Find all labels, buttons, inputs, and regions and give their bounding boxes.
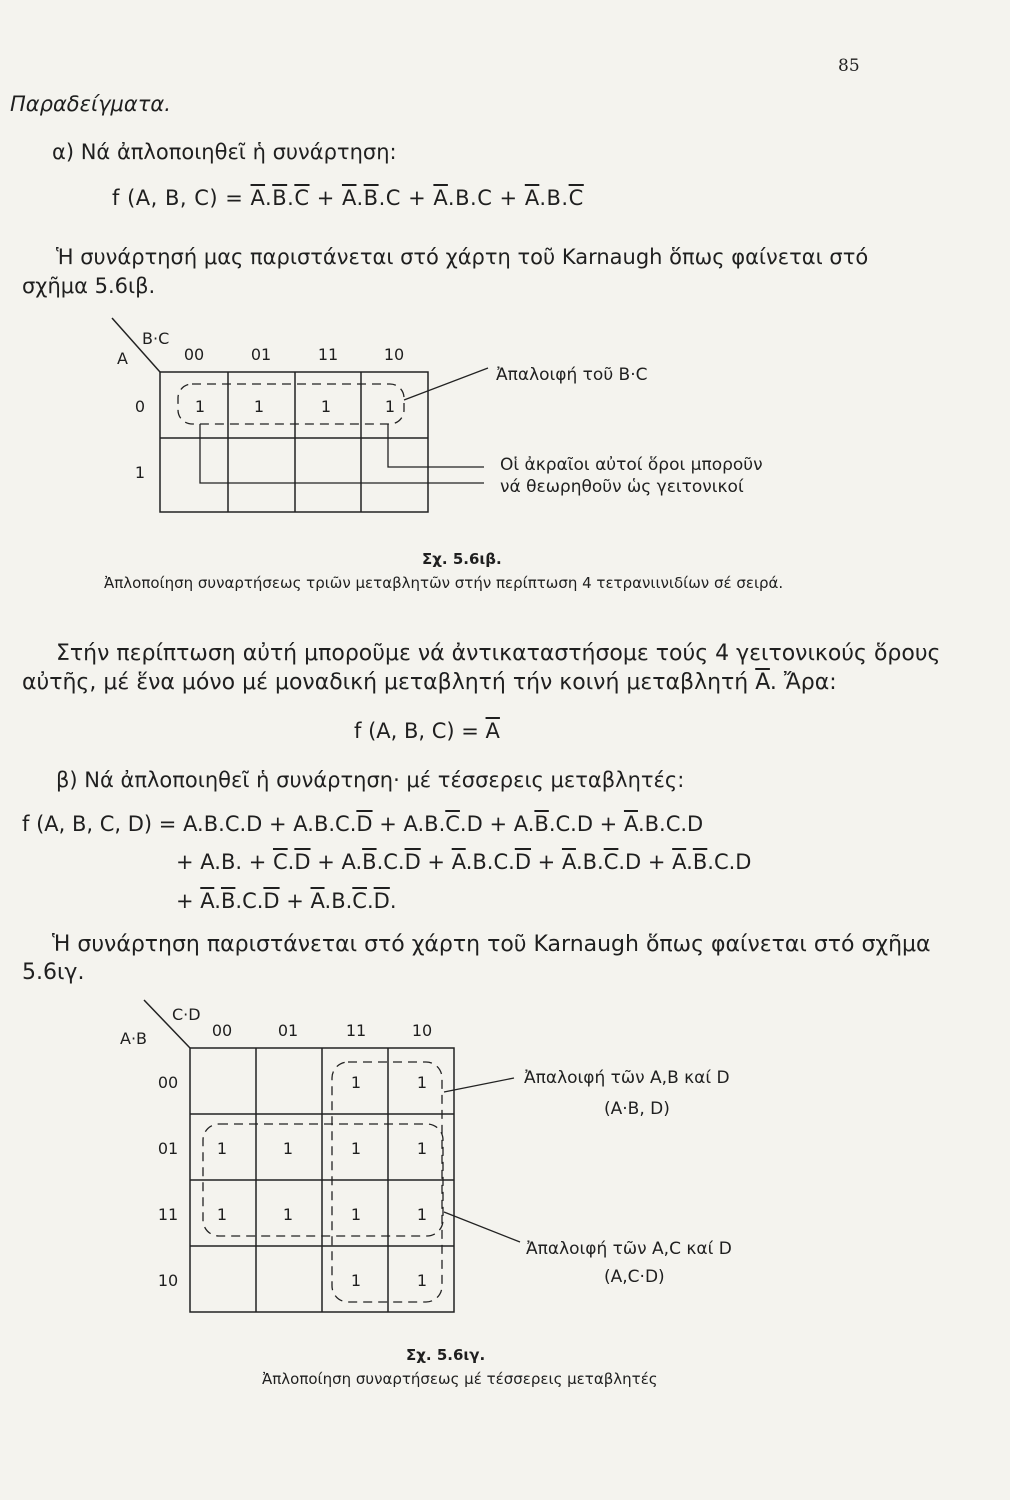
part-b-intro: β) Νά ἀπλοποιηθεῖ ἡ συνάρτηση· μέ τέσσερεις μεταβλητές: — [56, 768, 685, 792]
fig13-cell: 1 — [216, 1139, 228, 1158]
fig12-corner-rows: A — [117, 349, 128, 368]
fig12-col-header: 01 — [250, 345, 272, 364]
fig12-annotation-2-line2: νά θεωρηθοῦν ὡς γειτονικοί — [500, 477, 744, 497]
fig13-annotation-1-line2: (A·B, D) — [604, 1099, 670, 1119]
section-heading: Παραδείγματα. — [10, 92, 171, 116]
fig12-row-header: 0 — [134, 397, 146, 416]
fig13-annotation-2-line1: Ἀπαλοιφή τῶν A,C καί D — [526, 1239, 732, 1259]
part-a-function: f (A, B, $C) = \overline{A}.\overline{B}.\overline{C} + \overline{A}.\overline{B}.C + \overline{A}.B.C + \overline{A}.B.\overline{C}$ — [112, 186, 584, 210]
fig12-cell: 1 — [253, 397, 265, 416]
fig12-col-header: 00 — [183, 345, 205, 364]
fig13-corner-cols: C·D — [172, 1005, 201, 1024]
fig12-col-header: 10 — [383, 345, 405, 364]
fig12-cell: 1 — [384, 397, 396, 416]
part-b-map-sentence-line1: Ἡ συνάρτηση παριστάνεται στό χάρτη τοῦ Karnaugh ὅπως φαίνεται στό σχῆμα — [52, 932, 931, 957]
fig12-col-header: 11 — [317, 345, 339, 364]
fig13-col-header: 10 — [411, 1021, 433, 1040]
part-b-function-line3: + $\overline{A}.\overline{B}.C.\overline{D} + \overline{A}.B.\overline{C}.\overline{D}$. — [176, 889, 397, 913]
paragraph-1-line1: Στήν περίπτωση αὐτή μποροῦμε νά ἀντικαταστήσομε τούς 4 γειτονικούς ὅρους — [56, 641, 941, 666]
fig13-cell: 1 — [416, 1205, 428, 1224]
page-number: 85 — [838, 56, 860, 76]
fig13-row-header: 01 — [157, 1139, 179, 1158]
fig13-cell: 1 — [416, 1271, 428, 1290]
fig13-col-header: 01 — [277, 1021, 299, 1040]
fig13-row-header: 10 — [157, 1271, 179, 1290]
fig13-row-header: 00 — [157, 1073, 179, 1092]
karnaugh-map-3var — [0, 300, 1010, 540]
fig13-cell: 1 — [416, 1073, 428, 1092]
paragraph-1-line2: αὐτῆς, μέ ἕνα μόνο μέ μοναδική μεταβλητή τήν κοινή μεταβλητή $\overline{A}$. Ἄρα: — [22, 670, 837, 695]
karnaugh-map-4var — [0, 990, 1010, 1330]
fig13-cell: 1 — [350, 1205, 362, 1224]
fig12-row-header: 1 — [134, 463, 146, 482]
fig13-col-header: 11 — [345, 1021, 367, 1040]
part-a-intro: α) Νά ἀπλοποιηθεῖ ἡ συνάρτηση: — [52, 140, 397, 164]
fig13-corner-rows: A·B — [120, 1029, 148, 1048]
part-b-function-line1: f (A, B, C, $D) = A.B.C.D + A.B.C.\overline{D} + A.B.\overline{C}.D + A.\overline{B}.C.D + \overline{A}.B.C.D$ — [22, 812, 704, 836]
fig12-annotation-1: Ἀπαλοιφή τοῦ B·C — [496, 365, 648, 385]
fig13-col-header: 00 — [211, 1021, 233, 1040]
fig13-annotation-1-line1: Ἀπαλοιφή τῶν A,B καί D — [524, 1068, 730, 1088]
part-a-map-sentence-line1: Ἡ συνάρτησή μας παριστάνεται στό χάρτη τοῦ Karnaugh ὅπως φαίνεται στό — [56, 245, 869, 269]
part-a-map-sentence-line2: σχῆμα 5.6ιβ. — [22, 274, 156, 298]
fig13-cell: 1 — [416, 1139, 428, 1158]
fig12-cell: 1 — [194, 397, 206, 416]
fig13-caption-title: Σχ. 5.6ιγ. — [406, 1346, 486, 1364]
part-a-function-lhs: f (A, B, C) = — [112, 186, 251, 210]
fig12-cell: 1 — [320, 397, 332, 416]
fig13-cell: 1 — [350, 1073, 362, 1092]
fig13-caption-text: Ἀπλοποίηση συναρτήσεως μέ τέσσερεις μεταβλητές — [262, 1370, 658, 1388]
part-b-map-sentence-line2: 5.6ιγ. — [22, 960, 85, 985]
fig12-caption-title: Σχ. 5.6ιβ. — [422, 550, 502, 568]
fig12-annotation-2-line1: Οἱ ἀκραῖοι αὐτοί ὅροι μποροῦν — [500, 455, 763, 475]
fig13-cell: 1 — [216, 1205, 228, 1224]
fig12-corner-cols: B·C — [142, 329, 170, 348]
result-formula: f (A, B, $C) = \overline{A}$ — [354, 719, 500, 743]
fig13-cell: 1 — [350, 1139, 362, 1158]
fig13-cell: 1 — [282, 1139, 294, 1158]
fig13-row-header: 11 — [157, 1205, 179, 1224]
fig13-cell: 1 — [350, 1271, 362, 1290]
fig13-annotation-2-line2: (A,C·D) — [604, 1267, 665, 1287]
part-b-function-line2: + A.B. + $\overline{C}.\overline{D} + A.\overline{B}.C.\overline{D} + \overline{A}.B.C.\overline{D} + \overline{A}.B.\overline{C}.D + \overline{A}.\overline{B}.C.D$ — [176, 850, 752, 874]
fig12-caption-text: Ἀπλοποίηση συναρτήσεως τριῶν μεταβλητῶν στήν περίπτωση 4 τετρανιινιδίων σέ σειρά. — [104, 574, 784, 592]
fig13-cell: 1 — [282, 1205, 294, 1224]
